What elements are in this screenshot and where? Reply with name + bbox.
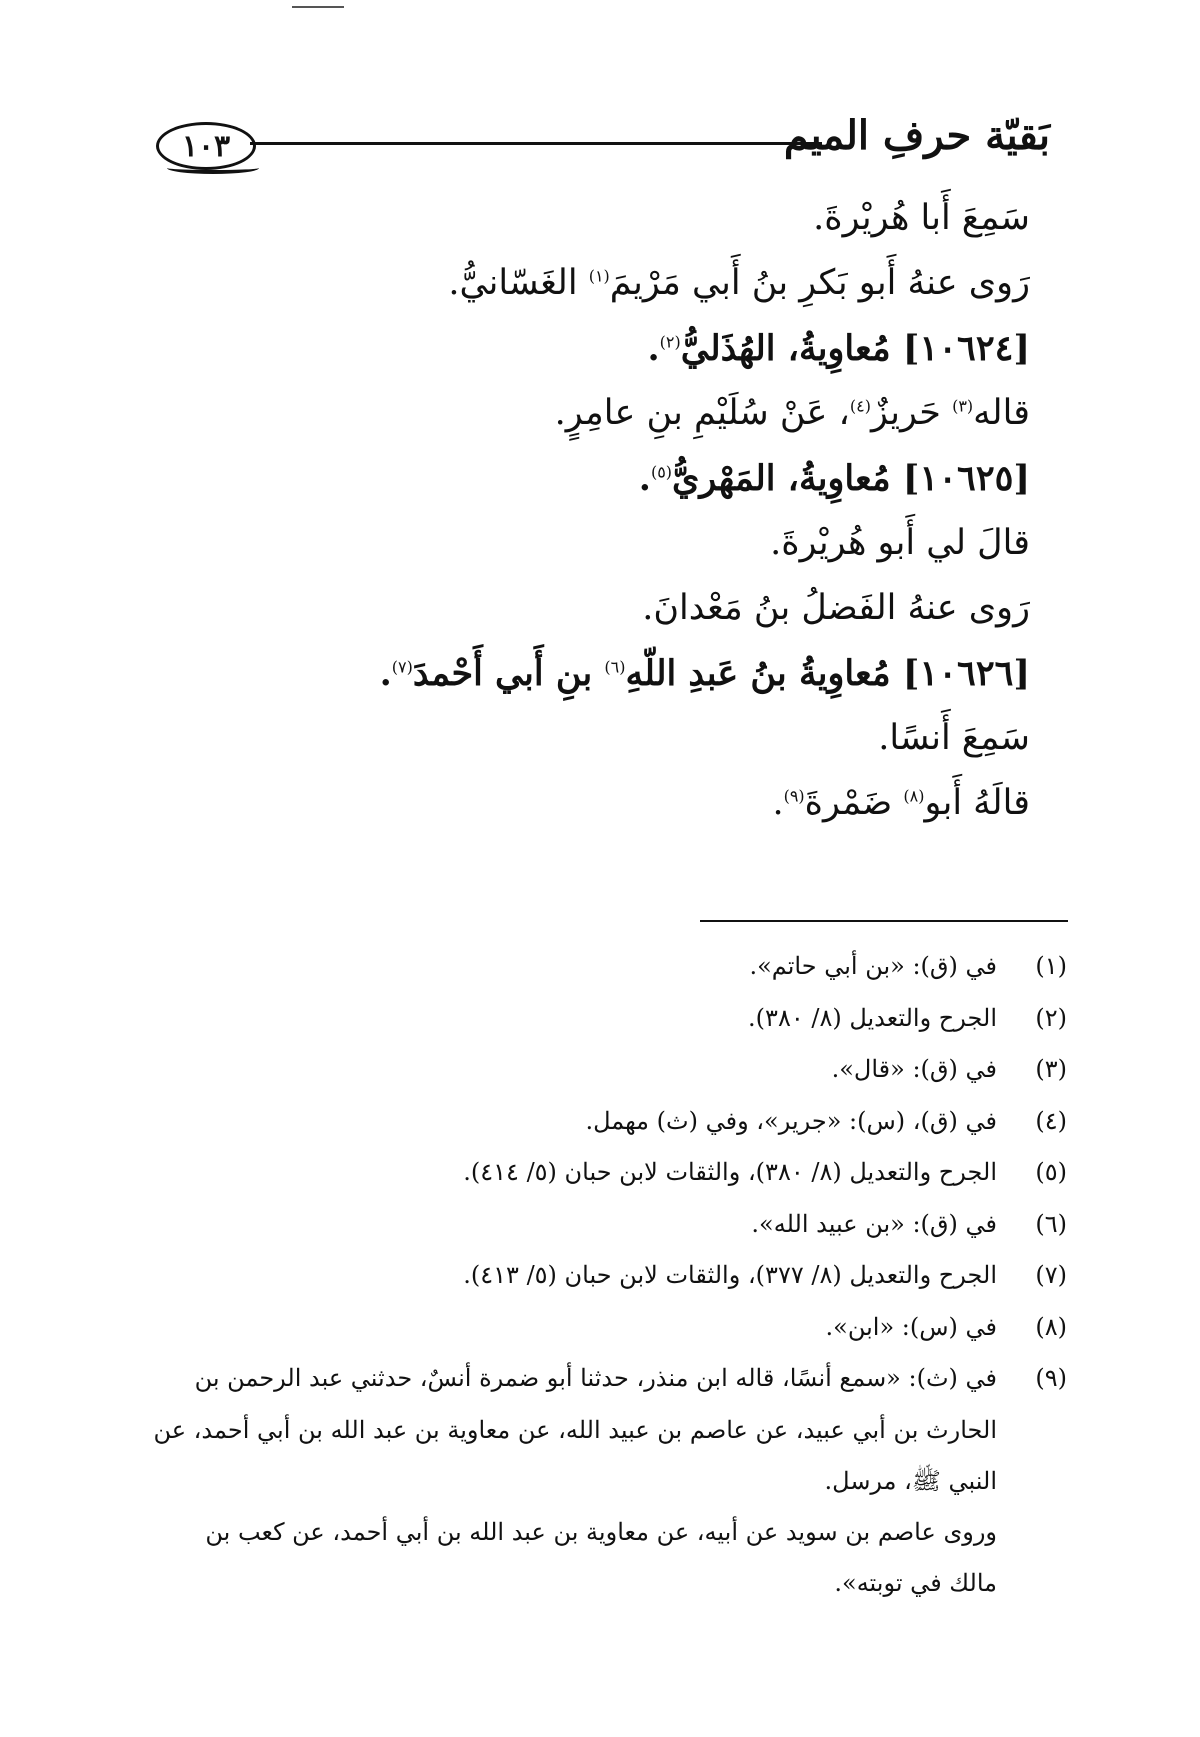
text-line — [150, 576, 1030, 641]
footnotes — [147, 941, 1067, 1609]
top-edge-mark — [292, 6, 344, 8]
footnote-ref: (٢) — [659, 332, 681, 352]
text-line — [150, 381, 1030, 446]
text-line — [150, 771, 1030, 836]
footnote-ref: (٩) — [783, 786, 805, 806]
footnote-number: (٣) — [1035, 1055, 1067, 1083]
footnote-text: في (ث): «سمع أنسًا، قاله ابن منذر، حدثنا أبو ضمرة أنسٌ، حدثني عبد الرحمن بن — [194, 1364, 997, 1392]
footnote-continuation: الحارث بن أبي عبيد، عن عاصم بن عبيد الله، عن معاوية بن عبد الله بن أبي أحمد، عن — [153, 1415, 997, 1444]
line-text: . — [638, 458, 651, 499]
main-text — [150, 186, 1030, 836]
footnote-ref: (٨) — [903, 786, 925, 806]
footnote-number: (٢) — [1035, 1003, 1067, 1032]
footnote — [147, 1302, 1067, 1354]
footnote-number: (٧) — [1035, 1261, 1067, 1289]
line-text: سَمِعَ أَنسًا. — [878, 718, 1030, 758]
line-text: ضَمْرةَ — [804, 783, 904, 823]
footnote-text: في (ق): «بن أبي حاتم». — [749, 952, 997, 980]
entry-title: [١٠٦٢٤] مُعاوِيةُ، الهُذَليُّ — [680, 328, 1030, 369]
footnote-continuation: وروى عاصم بن سويد عن أبيه، عن معاوية بن عبد الله بن أبي أحمد، عن كعب بن — [205, 1517, 997, 1546]
footnote-ref: (٧) — [391, 657, 413, 677]
entry-heading — [150, 641, 1030, 706]
line-text: الغَسّانيُّ. — [448, 263, 589, 303]
footnote-ref: (٥) — [650, 462, 673, 482]
footnote-text: في (ق)، (س): «جرير»، وفي (ث) مهمل. — [585, 1106, 997, 1135]
text-line — [150, 186, 1030, 251]
footnote-text: الجرح والتعديل (٨/ ٣٨٠). — [748, 1003, 997, 1032]
footnote-continuation: النبي ﷺ، مرسل. — [824, 1466, 997, 1495]
footnote-ref: (٣) — [952, 396, 974, 416]
footnote-ref: (٦) — [604, 657, 626, 677]
line-text: رَوى عنهُ أَبو بَكرِ بنُ أَبي مَرْيمَ — [609, 263, 1030, 303]
footnote — [147, 1250, 1067, 1302]
footnote-separator — [700, 920, 1068, 922]
footnote-continuation: مالك في توبته». — [834, 1568, 997, 1597]
text-line — [150, 511, 1030, 576]
line-text: رَوى عنهُ الفَضلُ بنُ مَعْدانَ. — [642, 588, 1030, 628]
entry-title: [١٠٦٢٦] مُعاوِيةُ بنُ عَبدِ اللّهِ — [625, 653, 1030, 694]
footnote — [147, 1199, 1067, 1251]
line-text: سَمِعَ أَبا هُريْرةَ. — [813, 198, 1030, 238]
text-line — [150, 706, 1030, 771]
line-text: . — [772, 783, 784, 823]
line-text: . — [647, 328, 660, 369]
footnote-text: في (ق): «قال». — [831, 1055, 997, 1083]
footnote-text: الجرح والتعديل (٨/ ٣٨٠)، والثقات لابن حبان (٥/ ٤١٤). — [463, 1158, 997, 1186]
footnote-number: (٩) — [1035, 1364, 1067, 1392]
footnote-text: الجرح والتعديل (٨/ ٣٧٧)، والثقات لابن حبان (٥/ ٤١٣). — [463, 1261, 997, 1289]
line-text: حَريزٌ — [870, 393, 953, 433]
running-head: بَقيّة حرفِ الميم — [783, 112, 1050, 159]
footnote-text: في (ق): «بن عبيد الله». — [751, 1209, 997, 1238]
entry-heading — [150, 446, 1030, 511]
page-number: ١٠٣ — [156, 122, 256, 170]
footnote-ref: (٤) — [849, 396, 871, 416]
line-text: . — [379, 653, 392, 694]
footnote-number: (٦) — [1035, 1209, 1067, 1238]
header-rule — [250, 142, 822, 145]
footnote-number: (٥) — [1035, 1158, 1067, 1186]
page-header — [150, 114, 1050, 168]
footnote-ref: (١) — [588, 266, 610, 286]
line-text: قالَ لي أَبو هُريْرةَ. — [770, 523, 1030, 563]
footnote-number: (١) — [1035, 952, 1067, 980]
footnote — [147, 1353, 1067, 1405]
entry-heading — [150, 316, 1030, 381]
footnote — [147, 1096, 1067, 1148]
line-text: قالَهُ أَبو — [924, 783, 1030, 823]
entry-title: [١٠٦٢٥] مُعاوِيةُ، المَهْريُّ — [672, 458, 1030, 499]
footnote-number: (٨) — [1035, 1312, 1067, 1341]
footnote — [147, 941, 1067, 993]
footnote-text: في (س): «ابن». — [825, 1312, 997, 1341]
entry-title: بنِ أَبي أَحْمدَ — [412, 653, 605, 694]
footnote — [147, 1044, 1067, 1096]
footnote — [147, 1147, 1067, 1199]
line-text: قاله — [973, 393, 1030, 433]
line-text: ، عَنْ سُلَيْمِ بنِ عامِرٍ. — [554, 393, 850, 433]
text-line — [150, 251, 1030, 316]
footnote — [147, 993, 1067, 1045]
footnote-number: (٤) — [1035, 1106, 1067, 1135]
